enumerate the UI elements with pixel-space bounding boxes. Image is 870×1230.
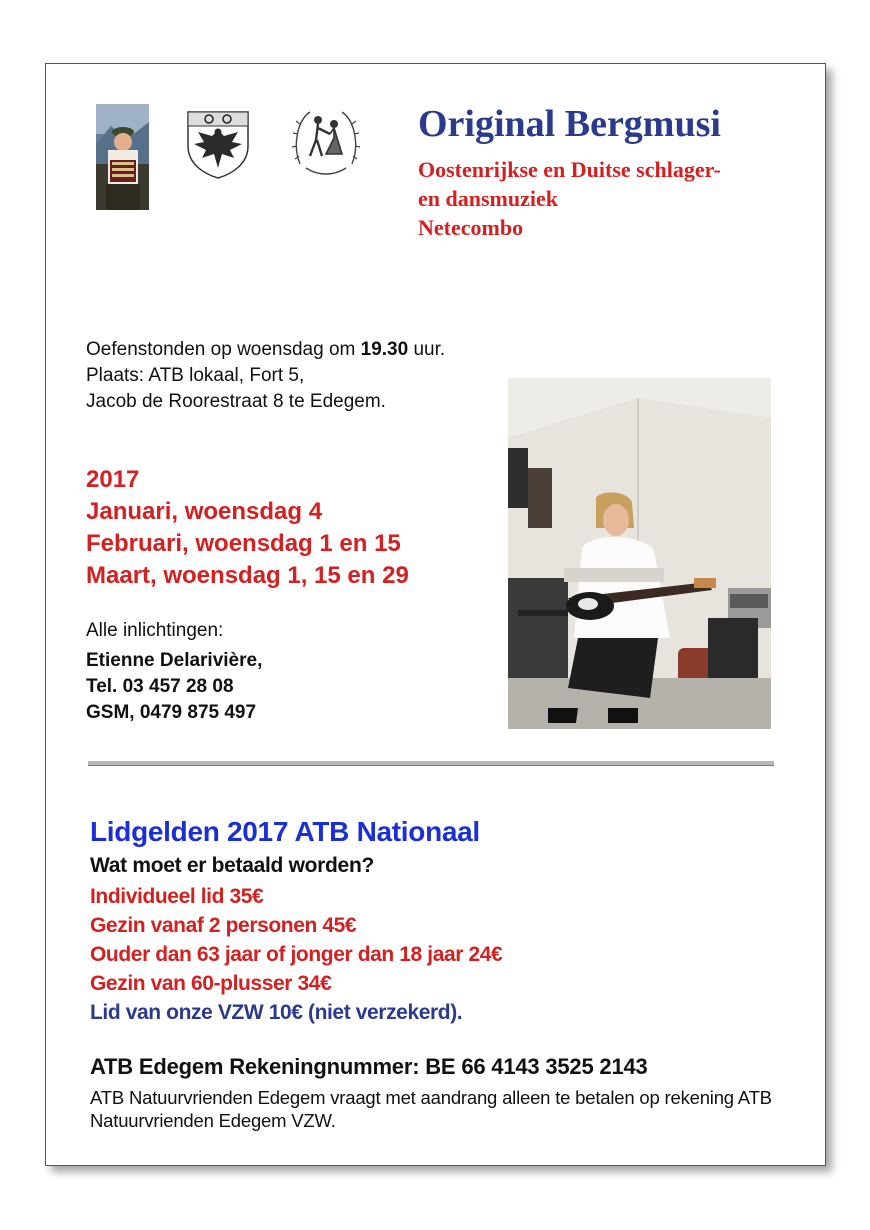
practice-line-1: Oefenstonden op woensdag om 19.30 uur. [86,339,446,360]
payment-note: ATB Natuurvrienden Edegem vraagt met aandrang alleen te betalen op rekening ATB Natuurvrienden Edegem VZW. [90,1087,772,1131]
subtitle-line-1: Oostenrijkse en Duitse schlager- [418,157,721,182]
dancing-couple-emblem-icon [290,104,362,180]
practice-line-2: Plaats: ATB lokaal, Fort 5, [86,365,305,386]
fee-vzw: Lid van onze VZW 10€ (niet verzekerd). [90,1001,463,1024]
fee-item: Individueel lid 35€ [90,885,264,908]
fee-item: Gezin van 60-plusser 34€ [90,972,332,995]
dates-year: 2017 [86,466,140,493]
bank-account: ATB Edegem Rekeningnummer: BE 66 4143 3525 2143 [90,1054,648,1079]
page-title: Original Bergmusi [418,103,721,145]
fee-item: Ouder dan 63 jaar of jonger dan 18 jaar 24€ [90,943,503,966]
fee-item: Gezin vanaf 2 personen 45€ [90,914,357,937]
practice-time: 19.30 [360,339,409,360]
flyer-page [45,63,826,1166]
date-item: Januari, woensdag 4 [86,498,323,525]
fees-question: Wat moet er betaald worden? [90,854,374,877]
contact-gsm: GSM, 0479 875 497 [86,702,257,723]
date-item: Maart, woensdag 1, 15 en 29 [86,562,409,589]
subtitle-line-3: Netecombo [418,215,524,240]
fees-title: Lidgelden 2017 ATB Nationaal [90,816,480,847]
section-divider [88,761,774,766]
eagle-coat-of-arms-icon [184,108,252,180]
subtitle-line-2: en dansmuziek [418,186,558,211]
date-item: Februari, woensdag 1 en 15 [86,530,401,557]
contact-label: Alle inlichtingen: [86,620,224,641]
musician-photo [508,378,771,729]
contact-phone: Tel. 03 457 28 08 [86,676,234,697]
contact-name: Etienne Delarivière, [86,650,263,671]
accordion-player-icon [96,104,149,210]
practice-line-3: Jacob de Roorestraat 8 te Edegem. [86,391,386,412]
